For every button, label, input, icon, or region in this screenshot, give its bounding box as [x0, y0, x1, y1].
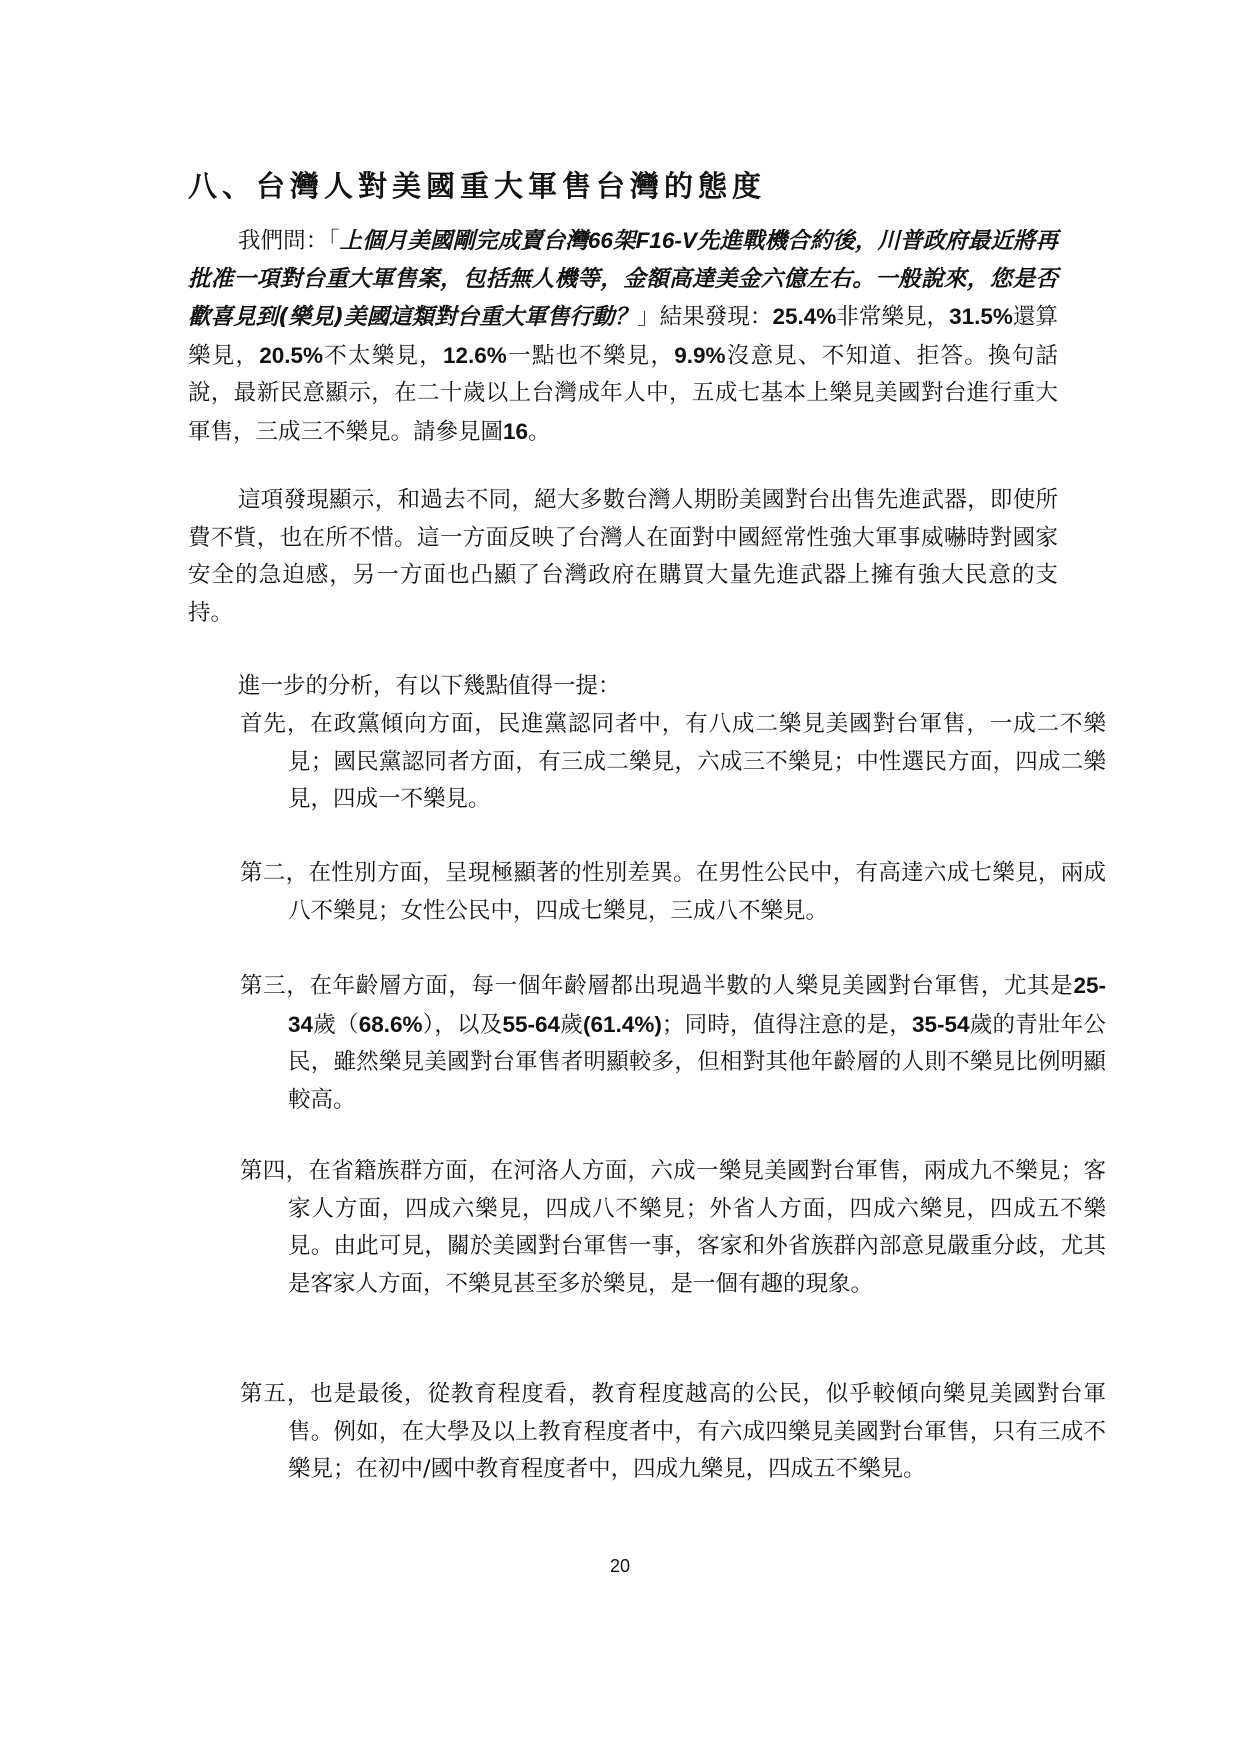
section-heading: 八、台灣人對美國重大軍售台灣的態度: [188, 169, 767, 203]
analysis-item-education: 第五，也是最後，從教育程度看，教育程度越高的公民，似乎較傾向樂見美國對台軍售。例如，在大學及以上教育程度者中，有六成四樂見美國對台軍售，只有三成不樂見；在初中/國中教育程度者中，四成九樂見，四成五不樂見。: [240, 1381, 1106, 1482]
paragraph-analysis-intro: 進一步的分析，有以下幾點值得一提：: [238, 673, 621, 699]
analysis-item-party: 首先，在政黨傾向方面，民進黨認同者中，有八成二樂見美國對台軍售，一成二不樂見；國民黨認同者方面，有三成二樂見，六成三不樂見；中性選民方面，四成二樂見，四成一不樂見。: [240, 711, 1106, 812]
analysis-item-ethnicity: 第四，在省籍族群方面，在河洛人方面，六成一樂見美國對台軍售，兩成九不樂見；客家人方面，四成六樂見，四成八不樂見；外省人方面，四成六樂見，四成五不樂見。由此可見，關於美國對台軍售一事，客家和外省族群內部意見嚴重分歧，尤其是客家人方面，不樂見甚至多於樂見，是一個有趣的現象。: [240, 1158, 1106, 1297]
page-number: 20: [609, 1556, 631, 1576]
paragraph-survey-question: 我們問：「上個月美國剛完成賣台灣66架F16-V先進戰機合約後，川普政府最近將再批准一項對台重大軍售案，包括無人機等，金額高達美金六億左右。一般說來，您是否歡喜見到(樂見)美國這類對台重大軍售行動？」結果發現：25.4%非常樂見，31.5%還算樂見，20.5%不太樂見，12.6%一點也不樂見，9.9%沒意見、不知道、拒答。換句話說，最新民意顯示，在二十歲以上台灣成年人中，五成七基本上樂見美國對台進行重大軍售，三成三不樂見。請參見圖16。: [188, 228, 1058, 445]
paragraph-interpretation: 這項發現顯示，和過去不同，絕大多數台灣人期盼美國對台出售先進武器，即使所費不貲，也在所不惜。這一方面反映了台灣人在面對中國經常性強大軍事威嚇時對國家安全的急迫感，另一方面也凸顯了台灣政府在購買大量先進武器上擁有強大民意的支持。: [188, 487, 1058, 626]
analysis-item-gender: 第二，在性別方面，呈現極顯著的性別差異。在男性公民中，有高達六成七樂見，兩成八不樂見；女性公民中，四成七樂見，三成八不樂見。: [240, 860, 1106, 924]
analysis-item-age: 第三，在年齡層方面，每一個年齡層都出現過半數的人樂見美國對台軍售，尤其是25-34歲（68.6%），以及55-64歲(61.4%)；同時，值得注意的是，35-54歲的青壯年公民，雖然樂見美國對台軍售者明顯較多，但相對其他年齡層的人則不樂見比例明顯較高。: [240, 973, 1106, 1113]
